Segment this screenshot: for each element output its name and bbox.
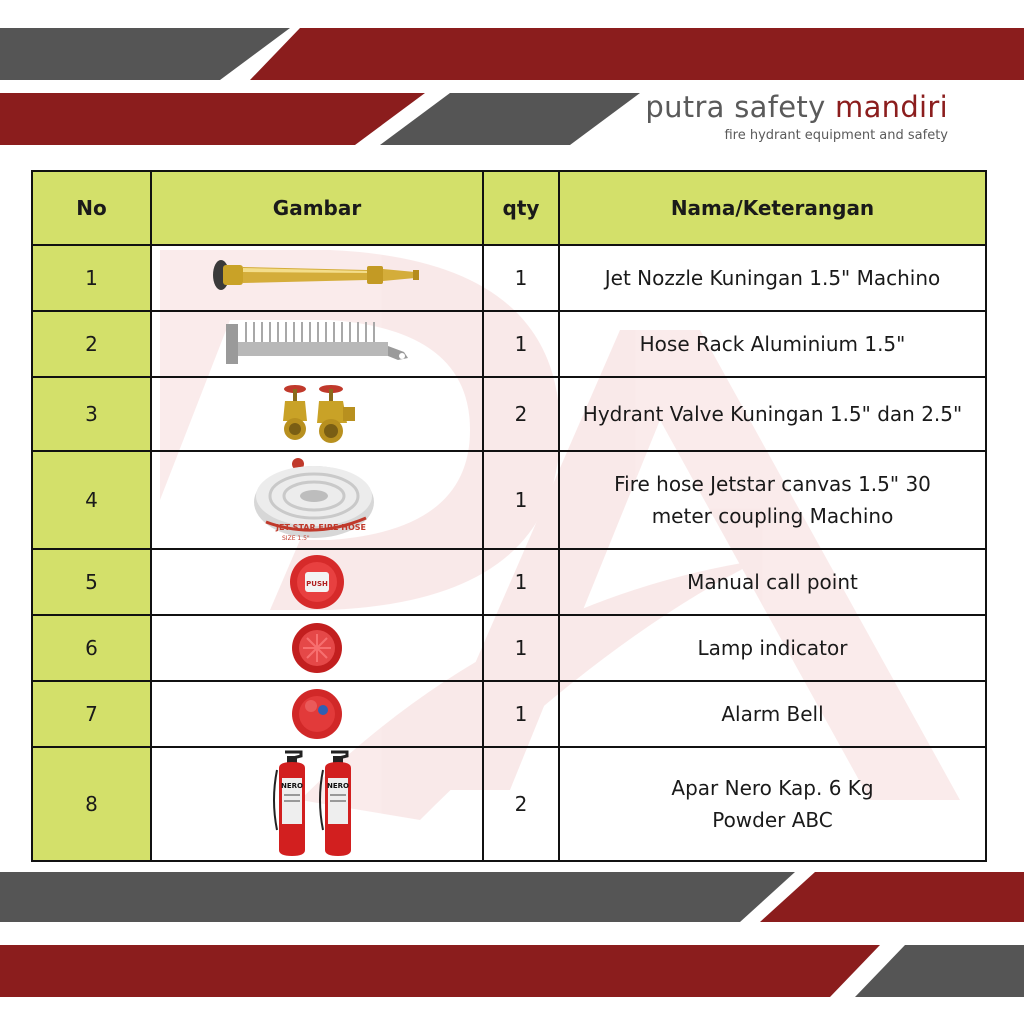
header-gambar: Gambar bbox=[151, 171, 483, 245]
product-image-cell bbox=[151, 681, 483, 747]
fire-extinguisher-icon bbox=[267, 750, 367, 858]
row-name bbox=[559, 747, 986, 861]
manual-call-point-icon bbox=[287, 552, 347, 612]
row-qty: 2 bbox=[483, 377, 559, 451]
row-name bbox=[559, 245, 986, 311]
row-name-line: Jet Nozzle Kuningan 1.5" Machino bbox=[604, 266, 941, 290]
row-name bbox=[559, 451, 986, 549]
product-image-cell bbox=[151, 311, 483, 377]
table-row bbox=[32, 747, 986, 861]
product-image-cell bbox=[151, 747, 483, 861]
row-qty: 1 bbox=[483, 245, 559, 311]
brand-name bbox=[645, 90, 948, 124]
brand-tagline: fire hydrant equipment and safety bbox=[724, 128, 948, 143]
brand-name-part1: putra safety bbox=[645, 90, 836, 124]
hydrant-valve-icon bbox=[277, 383, 357, 445]
table-row bbox=[32, 615, 986, 681]
fire-hose-size-text: SIZE 1.5" bbox=[282, 535, 310, 542]
row-number: 1 bbox=[32, 245, 151, 311]
fire-hose-icon bbox=[252, 456, 382, 544]
row-qty: 1 bbox=[483, 549, 559, 615]
brand-logo bbox=[645, 90, 948, 143]
row-name bbox=[559, 549, 986, 615]
fire-hose-label-text: JET STAR FIRE HOSE bbox=[276, 523, 366, 532]
row-name bbox=[559, 615, 986, 681]
lamp-indicator-icon bbox=[289, 620, 345, 676]
table-header-row bbox=[32, 171, 986, 245]
row-number: 5 bbox=[32, 549, 151, 615]
row-qty: 1 bbox=[483, 451, 559, 549]
row-number: 3 bbox=[32, 377, 151, 451]
row-name-line: Hose Rack Aluminium 1.5" bbox=[639, 332, 906, 356]
product-image-cell bbox=[151, 245, 483, 311]
row-number: 7 bbox=[32, 681, 151, 747]
extinguisher-label-left: NERO bbox=[281, 782, 303, 790]
table-row bbox=[32, 451, 986, 549]
table-row bbox=[32, 549, 986, 615]
brand-name-part2: mandiri bbox=[835, 90, 948, 124]
row-qty: 1 bbox=[483, 681, 559, 747]
row-name-line: Apar Nero Kap. 6 Kg bbox=[671, 776, 874, 800]
row-number: 8 bbox=[32, 747, 151, 861]
row-qty: 1 bbox=[483, 615, 559, 681]
header-qty: qty bbox=[483, 171, 559, 245]
product-image-cell bbox=[151, 549, 483, 615]
row-name-line: Alarm Bell bbox=[721, 702, 824, 726]
header-no: No bbox=[32, 171, 151, 245]
hose-rack-icon bbox=[222, 318, 412, 370]
row-name bbox=[559, 681, 986, 747]
jet-nozzle-icon bbox=[207, 253, 427, 303]
push-label: PUSH bbox=[306, 580, 328, 588]
row-name-line: Hydrant Valve Kuningan 1.5" dan 2.5" bbox=[582, 402, 963, 426]
product-image-cell bbox=[151, 615, 483, 681]
table-row bbox=[32, 377, 986, 451]
table-row bbox=[32, 245, 986, 311]
product-table bbox=[31, 170, 987, 862]
row-name-line: Fire hose Jetstar canvas 1.5" 30 bbox=[614, 472, 931, 496]
bottom-band-2 bbox=[0, 945, 1024, 997]
product-image-cell bbox=[151, 377, 483, 451]
row-name bbox=[559, 311, 986, 377]
row-qty: 2 bbox=[483, 747, 559, 861]
row-name-line: meter coupling Machino bbox=[651, 504, 894, 528]
top-band-1 bbox=[0, 28, 1024, 80]
product-image-cell bbox=[151, 451, 483, 549]
table-row bbox=[32, 311, 986, 377]
row-number: 2 bbox=[32, 311, 151, 377]
row-number: 6 bbox=[32, 615, 151, 681]
row-name bbox=[559, 377, 986, 451]
row-qty: 1 bbox=[483, 311, 559, 377]
row-number: 4 bbox=[32, 451, 151, 549]
extinguisher-label-right: NERO bbox=[327, 782, 349, 790]
row-name-line: Powder ABC bbox=[712, 808, 833, 832]
row-name-line: Lamp indicator bbox=[697, 636, 848, 660]
header-nama: Nama/Keterangan bbox=[559, 171, 986, 245]
bottom-band-1 bbox=[0, 872, 1024, 922]
row-name-line: Manual call point bbox=[687, 570, 858, 594]
table-row bbox=[32, 681, 986, 747]
alarm-bell-icon bbox=[289, 686, 345, 742]
